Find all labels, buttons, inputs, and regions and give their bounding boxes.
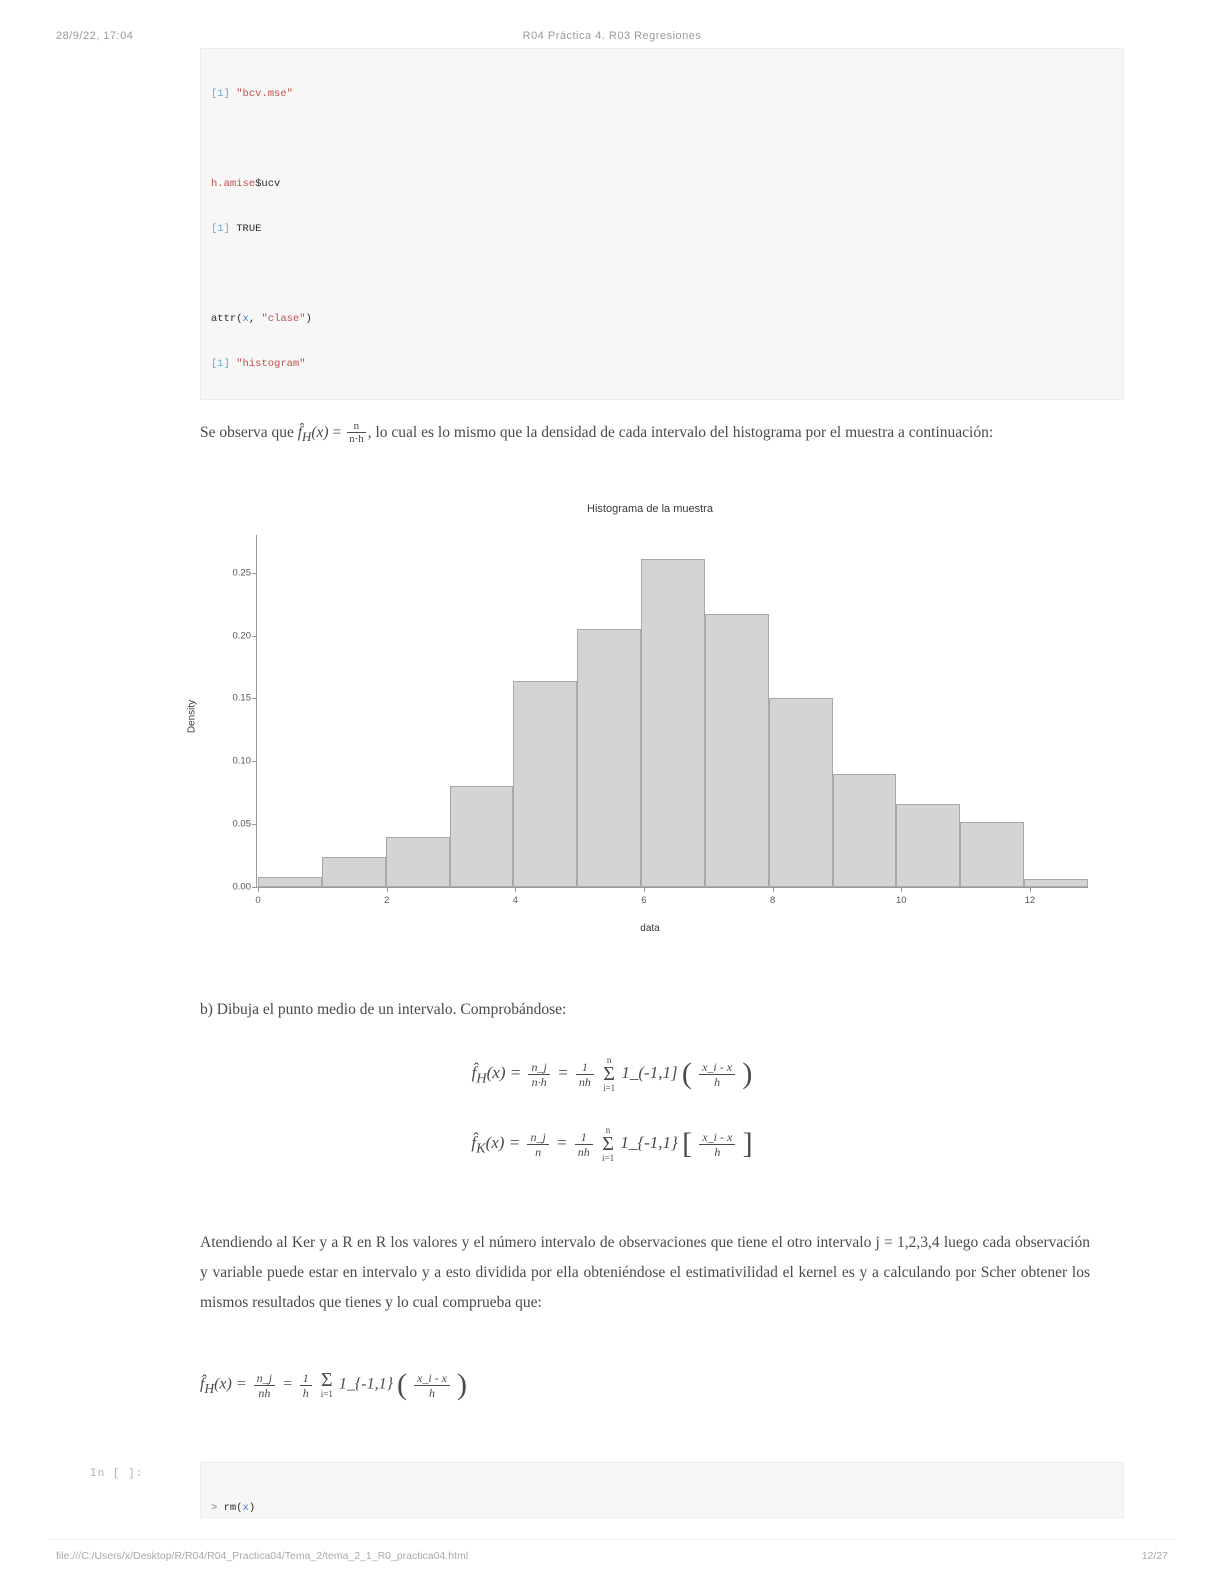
eq3-inner-den: h <box>428 1385 435 1400</box>
y-tick-mark <box>252 824 257 825</box>
eq2-indicator: 1_{-1,1} <box>620 1132 678 1152</box>
eq2-equals: = <box>556 1132 568 1152</box>
y-tick-mark <box>252 573 257 574</box>
eq2-inner-den: h <box>714 1144 721 1159</box>
eq1-frac-2 <box>576 1060 594 1089</box>
notebook-cell-marker[interactable]: In [ ]: <box>90 1468 144 1480</box>
eq2-frac-1 <box>527 1130 548 1159</box>
sigma-icon: Σ <box>603 1063 615 1085</box>
eq1-sum-bot: i=1 <box>603 1083 616 1093</box>
y-tick-label: 0.05 <box>232 818 251 830</box>
eq3-inner-num: x_i - x <box>414 1371 450 1386</box>
equation-1: $f̂_H(x)$ = $\frac{n\_j}{n\cdot h}$ = $\frac{1}{nh}$ n Σ i=1 1_(-1,1] ( $\frac{x\_i - x}{h}$ ) <box>471 1055 753 1093</box>
histogram-bar <box>258 877 322 887</box>
eq2-frac1-num: n_j <box>527 1130 548 1145</box>
code-output-block-top: [1] "bcv.mse" h.amise$ucv [1] TRUE attr(x, "clase") [1] "histogram" <box>200 48 1124 400</box>
y-tick-label: 0.00 <box>232 881 251 893</box>
eq1-paren-close: ) <box>742 1057 753 1090</box>
eq3-summation <box>321 1371 333 1399</box>
y-axis-label: Density <box>186 699 198 734</box>
x-tick-mark <box>901 887 902 892</box>
eq3-frac-1 <box>254 1371 275 1400</box>
x-axis-line <box>256 887 1088 888</box>
eq2-inner-frac <box>699 1130 735 1159</box>
histogram-bar <box>705 614 769 887</box>
x-tick-mark <box>773 887 774 892</box>
x-tick-label: 6 <box>641 895 647 906</box>
eq3-frac2-den: h <box>302 1385 309 1400</box>
eq2-frac2-den: nh <box>577 1144 590 1159</box>
y-tick-label: 0.25 <box>232 567 251 579</box>
paragraph-explanation: Atendiendo al Ker y a R en R los valores y el número intervalo de observaciones que tiene el otro intervalo j = 1,2,3,4 luego cada observación y variable puede estar en intervalo y a esto dividida por ella obteniéndose el estimativilidad el kernel es y a calculando por Scher obtener los mismos resultados que tienes y lo cual comprueba que: <box>200 1234 1090 1311</box>
eq3-frac2-num: 1 <box>300 1371 312 1386</box>
eq1-inner-num: x_i - x <box>699 1060 735 1075</box>
header-title: R04 Práctica 4. R03 Regresiones <box>522 30 702 42</box>
header-date: 28/9/22, 17:04 <box>56 30 134 42</box>
eq1-summation <box>603 1055 615 1093</box>
eq1-equals: = <box>557 1062 569 1082</box>
x-tick-label: 12 <box>1024 895 1036 906</box>
eq3-frac1-den: nh <box>258 1385 271 1400</box>
code-input-block-bottom[interactable]: > rm(x) <box>200 1462 1124 1518</box>
paragraph-observation: Se observa que $f̂_H(x)$ = $\frac{n}{n\cdot h}$ , lo cual es lo mismo que la densidad de cada intervalo del histograma por el muestra a continuación: <box>200 419 994 445</box>
eq1-frac-1 <box>528 1060 549 1089</box>
page-header <box>0 30 1224 48</box>
eq2-frac-2 <box>575 1130 593 1159</box>
eq3-paren-open: ( <box>397 1368 407 1401</box>
x-tick-mark <box>644 887 645 892</box>
y-axis-line <box>256 535 257 887</box>
para-1-tail: , lo cual es lo mismo que la densidad de cada intervalo del histograma por el muestra a continuación: <box>367 424 994 441</box>
x-tick-label: 4 <box>512 895 518 906</box>
eq1-inner-den: h <box>714 1074 721 1089</box>
eq3-frac-2 <box>300 1371 312 1400</box>
x-tick-label: 0 <box>255 895 261 906</box>
footer-page-number: 12/27 <box>1141 1550 1168 1562</box>
eq3-paren-close: ) <box>456 1368 467 1401</box>
eq1-frac1-den: n·h <box>531 1074 547 1089</box>
x-tick-mark <box>515 887 516 892</box>
eq3-equals: = <box>282 1375 293 1393</box>
eq1-paren-open: ( <box>681 1057 692 1090</box>
equation-2: $f̂_K(x)$ = $\frac{n\_j}{n}$ = $\frac{1}{nh}$ n Σ i=1 1_{-1,1} [ $\frac{x\_i - x}{h}$ ] <box>471 1125 753 1163</box>
fraction-denominator: n·h <box>349 432 364 445</box>
sigma-icon: Σ <box>602 1133 614 1155</box>
x-tick-label: 8 <box>769 895 776 906</box>
histogram-bar <box>577 629 641 887</box>
eq1-frac2-num: 1 <box>576 1060 594 1075</box>
eq1-sum-top: n <box>606 1055 612 1065</box>
eq3-frac1-num: n_j <box>254 1371 275 1386</box>
paragraph-midpoint: b) Dibuja el punto medio de un intervalo. Comprobándose: <box>200 1001 567 1018</box>
eq2-bracket-open: [ <box>682 1127 693 1160</box>
eq2-frac2-num: 1 <box>575 1130 593 1145</box>
y-tick-mark <box>252 761 257 762</box>
eq2-frac1-den: n <box>535 1144 542 1159</box>
eq1-indicator: 1_(-1,1] <box>621 1062 678 1082</box>
x-tick-label: 2 <box>383 895 390 906</box>
eq2-bracket-close: ] <box>742 1127 753 1160</box>
eq2-sum-top: n <box>605 1125 611 1135</box>
plot-area <box>232 535 1088 906</box>
y-tick-mark <box>252 698 257 699</box>
equation-3: $f̂_H(x)$ = $\frac{n\_j}{nh}$ = $\frac{1}{h}$ Σ i=1 1_{-1,1} ( $\frac{x\_i - x}{h}$ ) <box>200 1368 467 1401</box>
x-tick-mark <box>387 887 388 892</box>
x-tick-mark <box>1030 887 1031 892</box>
eq3-inner-frac <box>414 1371 450 1400</box>
histogram-bar <box>960 822 1024 887</box>
bars-container <box>258 535 1088 887</box>
y-tick-mark <box>252 636 257 637</box>
eq3-indicator: 1_{-1,1} <box>338 1375 393 1393</box>
histogram-bar <box>833 774 897 887</box>
x-tick-mark <box>258 887 259 892</box>
histogram-bar <box>641 559 705 887</box>
footer-divider <box>48 1539 1176 1540</box>
eq1-frac1-num: n_j <box>528 1060 549 1075</box>
x-tick-label: 10 <box>895 895 907 906</box>
eq1-frac2-den: nh <box>578 1074 591 1089</box>
eq2-sum-bot: i=1 <box>602 1153 615 1163</box>
histogram-bar <box>1024 879 1088 887</box>
chart-title: Histograma de la muestra <box>587 503 713 515</box>
footer-path: file:///C:/Users/x/Desktop/R/R04/R04_Practica04/Tema_2/tema_2_1_R0_practica04.html <box>56 1550 469 1562</box>
eq1-inner-frac <box>699 1060 735 1089</box>
histogram-bar <box>450 786 514 887</box>
eq3-sum-bot: i=1 <box>320 1389 333 1399</box>
eq2-summation <box>602 1125 614 1163</box>
eq2-inner-num: x_i - x <box>699 1130 735 1145</box>
x-axis-label: data <box>640 923 660 934</box>
sigma-icon: Σ <box>321 1369 333 1391</box>
y-tick-label: 0.10 <box>232 755 251 767</box>
fraction-numerator: n <box>347 420 366 433</box>
histogram-bar <box>513 681 577 887</box>
y-tick-label: 0.15 <box>232 692 251 704</box>
inline-fraction <box>347 420 366 445</box>
para-1-lead: Se observa que <box>200 424 298 441</box>
histogram-bar <box>896 804 960 887</box>
histogram-figure <box>186 495 1100 965</box>
histogram-bar <box>322 857 386 887</box>
histogram-bar <box>769 698 833 887</box>
histogram-bar <box>386 837 450 887</box>
y-tick-label: 0.20 <box>232 630 251 642</box>
